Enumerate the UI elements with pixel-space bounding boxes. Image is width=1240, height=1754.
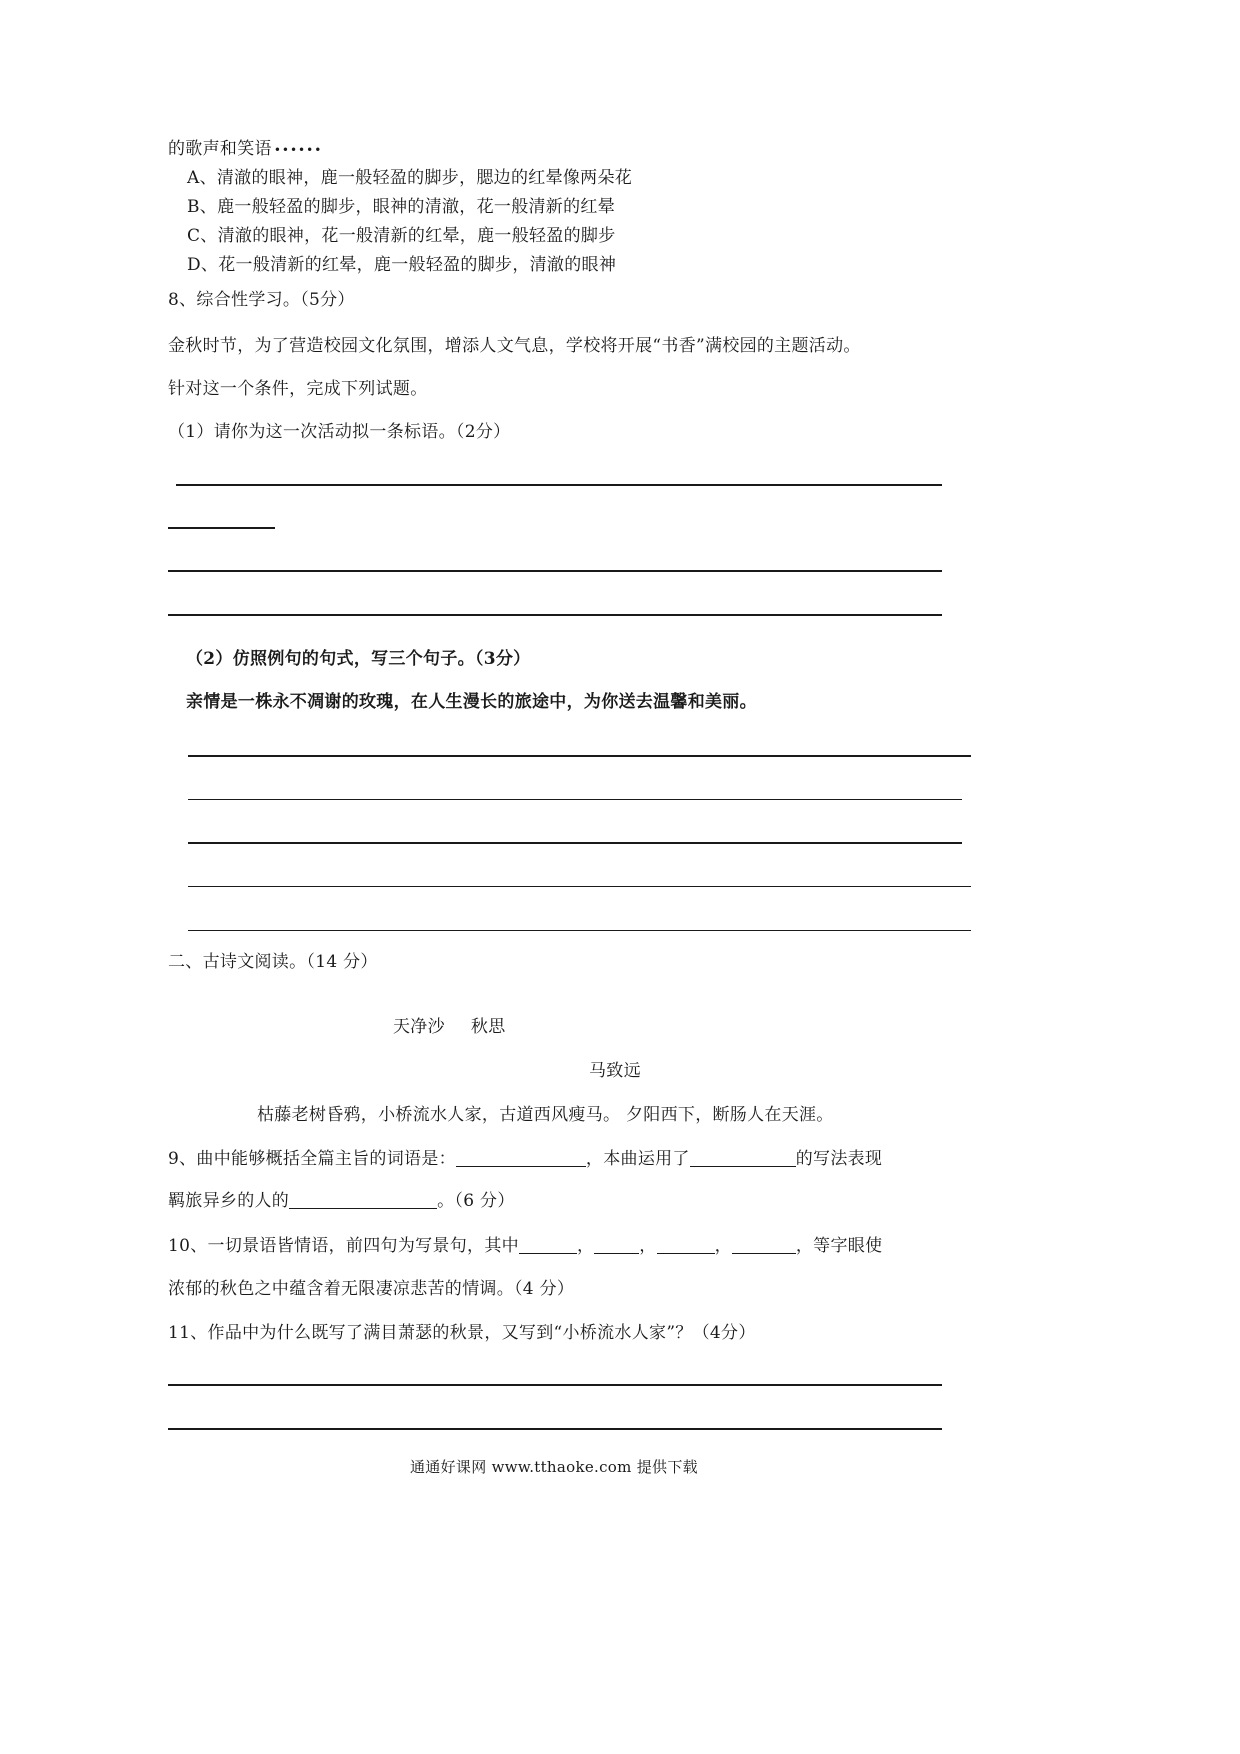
q7-option-d: D、花一般清新的红晕，鹿一般轻盈的脚步，清澈的眼神 — [187, 255, 617, 275]
q11-prompt: 11、作品中为什么既写了满目萧瑟的秋景，又写到“小桥流水人家”？（4分） — [168, 1323, 756, 1343]
q9-line2 — [168, 1190, 515, 1212]
answer-line-8[interactable] — [188, 886, 971, 887]
q7-dots: •••••• — [273, 143, 323, 157]
poem-title — [393, 1016, 506, 1038]
q8-title: 8、综合性学习。（5分） — [168, 290, 355, 310]
poem-author: 马致远 — [589, 1061, 641, 1081]
q9-part3: 的写法表现 — [795, 1149, 883, 1169]
poem-title-text: 天净沙 — [393, 1017, 445, 1037]
q9-line1 — [168, 1148, 882, 1170]
q7-option-b: B、鹿一般轻盈的脚步，眼神的清澈，花一般清新的红晕 — [187, 197, 615, 217]
q10-blank-3[interactable] — [657, 1235, 715, 1254]
q10-sep-3: ， — [714, 1236, 732, 1256]
q10-blank-1[interactable] — [519, 1235, 577, 1254]
q9-part2: ，本曲运用了 — [585, 1149, 690, 1169]
q8-example-sentence: 亲情是一株永不凋谢的玫瑰，在人生漫长的旅途中，为你送去温馨和美丽。 — [186, 692, 757, 712]
q8-intro-line2: 针对这一个条件，完成下列试题。 — [168, 379, 428, 399]
q8-intro-line1: 金秋时节，为了营造校园文化氛围，增添人文气息，学校将开展“书香”满校园的主题活动。 — [168, 336, 861, 356]
q7-tail-line — [168, 138, 322, 161]
answer-line-9[interactable] — [188, 930, 971, 931]
q8-sub2-prompt: （2）仿照例句的句式，写三个句子。（3分） — [186, 649, 531, 669]
answer-line-3[interactable] — [168, 570, 942, 572]
q9-blank-2[interactable] — [690, 1148, 796, 1167]
q10-line1 — [168, 1235, 882, 1257]
q10-sep-2: ， — [639, 1236, 657, 1256]
q7-option-a: A、清澈的眼神，鹿一般轻盈的脚步，腮边的红晕像两朵花 — [187, 168, 633, 188]
q9-blank-3[interactable] — [289, 1190, 437, 1209]
answer-line-1[interactable] — [176, 484, 942, 486]
q10-blank-2[interactable] — [594, 1235, 639, 1254]
answer-line-11[interactable] — [168, 1428, 942, 1430]
answer-line-5[interactable] — [188, 755, 971, 757]
answer-line-4[interactable] — [168, 614, 942, 616]
poem-text: 枯藤老树昏鸦，小桥流水人家，古道西风瘦马。 夕阳西下，断肠人在天涯。 — [257, 1105, 834, 1125]
q8-sub1-prompt: （1）请你为这一次活动拟一条标语。（2分） — [168, 422, 511, 442]
q10-part2: ，等字眼使 — [795, 1236, 883, 1256]
q9-part4: 羁旅异乡的人的 — [168, 1191, 290, 1211]
q9-blank-1[interactable] — [456, 1148, 586, 1167]
answer-line-7[interactable] — [188, 842, 962, 844]
q9-part1: 9、曲中能够概括全篇主旨的词语是： — [168, 1149, 456, 1169]
q10-sep-1: ， — [576, 1236, 595, 1256]
q9-part5: 。（6 分） — [437, 1191, 515, 1211]
answer-line-10[interactable] — [168, 1384, 942, 1386]
poem-subtitle: 秋思 — [470, 1017, 506, 1037]
q10-blank-4[interactable] — [732, 1235, 796, 1254]
q10-line2: 浓郁的秋色之中蕴含着无限凄凉悲苦的情调。（4 分） — [168, 1279, 575, 1299]
answer-line-2[interactable] — [168, 527, 275, 529]
q7-tail-text: 的歌声和笑语 — [168, 139, 272, 159]
q7-option-c: C、清澈的眼神，花一般清新的红晕，鹿一般轻盈的脚步 — [187, 226, 616, 246]
section2-title: 二、古诗文阅读。（14 分） — [168, 952, 378, 972]
q10-part1: 10、一切景语皆情语，前四句为写景句，其中 — [168, 1236, 519, 1256]
answer-line-6[interactable] — [188, 799, 962, 800]
page-footer: 通通好课网 www.tthaoke.com 提供下载 — [410, 1458, 698, 1476]
